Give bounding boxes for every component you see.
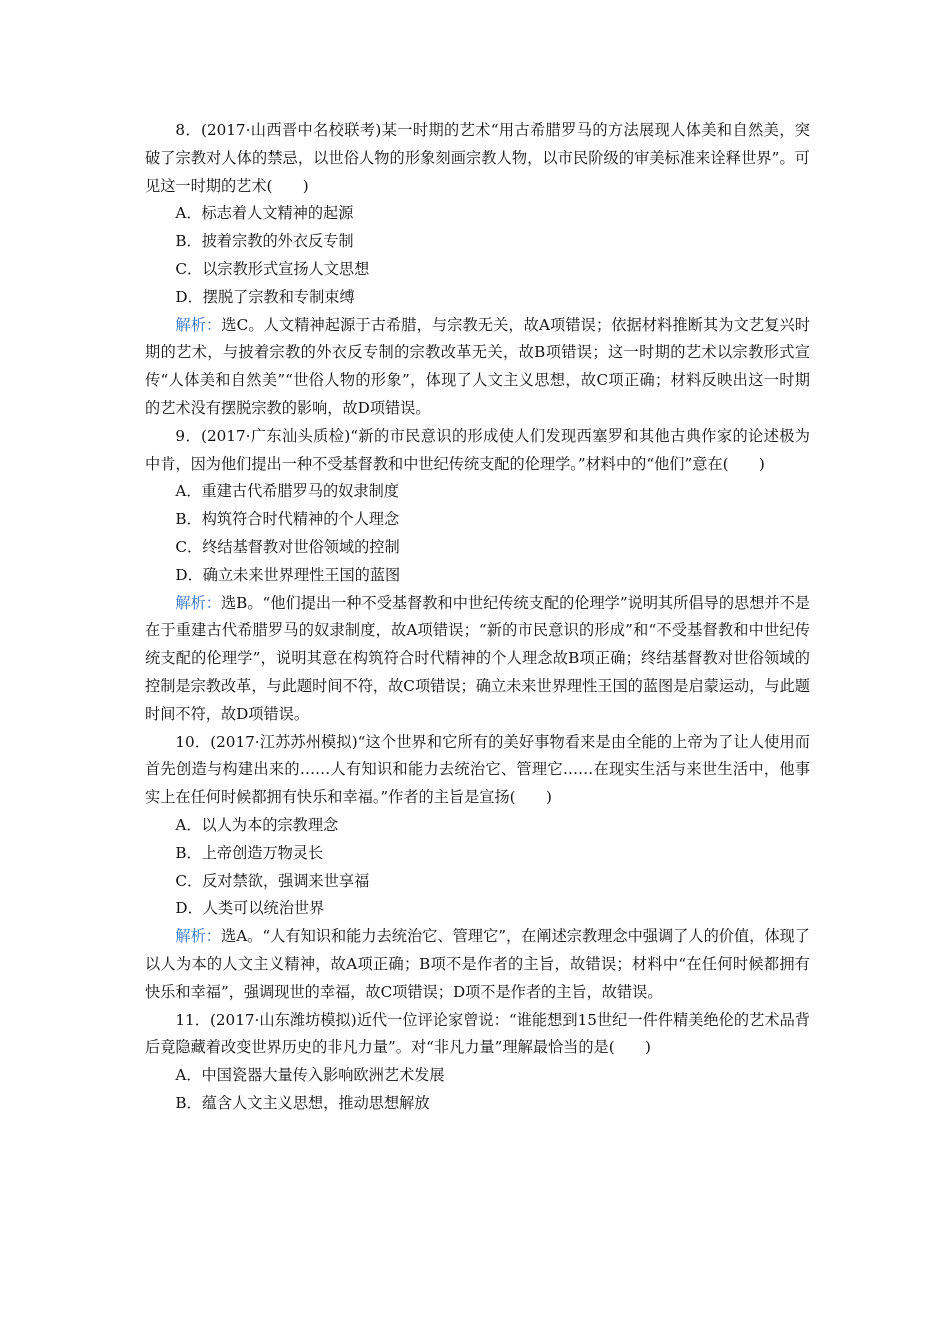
option-b: B．披着宗教的外衣反专制 xyxy=(175,232,354,251)
option-d: D．确立未来世界理性王国的蓝图 xyxy=(175,565,401,584)
analysis-text: 选A。“人有知识和能力去统治它、管理它”，在阐述宗教理念中强调了人的价值，体现了以人为本的人文主义精神，故A项正确；B项不是作者的主旨，故错误；材料中“在任何时候都拥有快乐和幸福”，强调现世的幸福，故C项错误；D项不是作者的主旨，故错误。 xyxy=(145,927,810,1001)
document-page xyxy=(145,117,810,1118)
option-c: C．反对禁欲，强调来世享福 xyxy=(175,871,370,890)
analysis-label: 解析： xyxy=(175,927,221,946)
option-a: A．标志着人文精神的起源 xyxy=(175,204,354,223)
option-d: D．摆脱了宗教和专制束缚 xyxy=(175,287,355,306)
option-b: B．上帝创造万物灵长 xyxy=(175,843,324,862)
option-c: C．以宗教形式宣扬人文思想 xyxy=(175,259,370,278)
analysis-paragraph xyxy=(145,312,810,423)
option-a: A．以人为本的宗教理念 xyxy=(175,815,339,834)
analysis-text: 选C。人文精神起源于古希腊，与宗教无关，故A项错误；依据材料推断其为文艺复兴时期的艺术，与披着宗教的外衣反专制的宗教改革无关，故B项错误；这一时期的艺术以宗教形式宣传“人体美和自然美”“世俗人物的形象”，体现了人文主义思想，故C项正确；材料反映出这一时期的艺术没有摆脱宗教的影响，故D项错误。 xyxy=(145,315,811,417)
option-b: B．蕴含人文主义思想，推动思想解放 xyxy=(175,1093,430,1112)
analysis-text: 选B。“他们提出一种不受基督教和中世纪传统支配的伦理学”说明其所倡导的思想并不是在于重建古代希腊罗马的奴隶制度，故A项错误；“新的市民意识的形成”和“不受基督教和中世纪传统支配的伦理学”，说明其意在构筑符合时代精神的个人理念故B项正确；终结基督教对世俗领域的控制是宗教改革，与此题时间不符，故C项错误；确立未来世界理性王国的蓝图是启蒙运动，与此题时间不符，故D项错误。 xyxy=(145,593,810,723)
question-stem: 10．(2017·江苏苏州模拟)“这个世界和它所有的美好事物看来是由全能的上帝为了让人使用而首先创造与构建出来的……人有知识和能力去统治它、管理它……在现实生活与来世生活中，他事实上在任何时候都拥有快乐和幸福。”作者的主旨是宣扬( ) xyxy=(145,732,810,807)
question-stem: 11．(2017·山东潍坊模拟)近代一位评论家曾说：“谁能想到15世纪一件件精美绝伦的艺术品背后竟隐藏着改变世界历史的非凡力量”。对“非凡力量”理解最恰当的是( ) xyxy=(145,1010,810,1057)
option-a: A．中国瓷器大量传入影响欧洲艺术发展 xyxy=(175,1066,445,1085)
option-c: C．终结基督教对世俗领域的控制 xyxy=(175,537,400,556)
analysis-label: 解析： xyxy=(175,593,221,612)
option-a: A．重建古代希腊罗马的奴隶制度 xyxy=(175,482,399,501)
analysis-paragraph xyxy=(145,923,810,1006)
question-10 xyxy=(145,729,810,1007)
question-9 xyxy=(145,423,810,729)
question-8 xyxy=(145,117,810,423)
question-11 xyxy=(145,1007,810,1118)
analysis-paragraph xyxy=(145,590,810,729)
question-stem: 9．(2017·广东汕头质检)“新的市民意识的形成使人们发现西塞罗和其他古典作家的论述极为中肯，因为他们提出一种不受基督教和中世纪传统支配的伦理学。”材料中的“他们”意在( ) xyxy=(145,426,810,473)
question-stem: 8．(2017·山西晋中名校联考)某一时期的艺术“用古希腊罗马的方法展现人体美和自然美，突破了宗教对人体的禁忌，以世俗人物的形象刻画宗教人物，以市民阶级的审美标准来诠释世界”。可见这一时期的艺术( ) xyxy=(145,121,810,195)
analysis-label: 解析： xyxy=(175,315,222,334)
option-b: B．构筑符合时代精神的个人理念 xyxy=(175,510,400,529)
option-d: D．人类可以统治世界 xyxy=(175,899,325,918)
